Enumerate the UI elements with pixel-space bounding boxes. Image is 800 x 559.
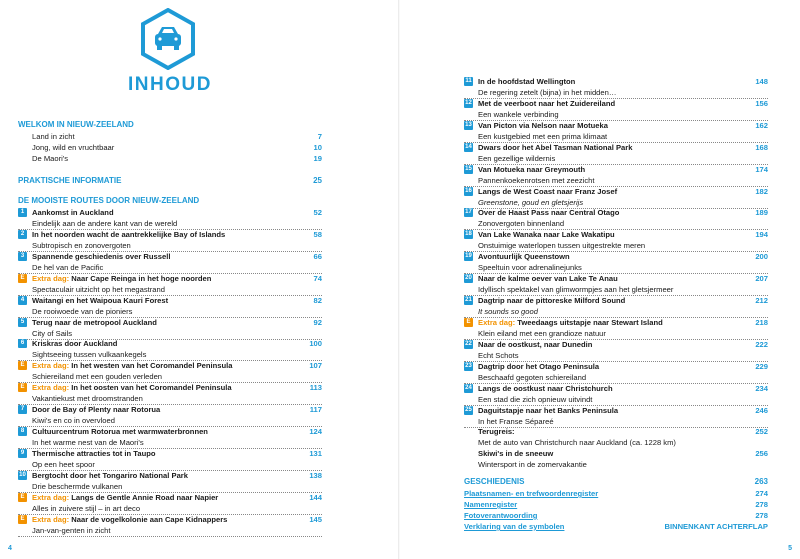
page-ref: 162 xyxy=(755,120,768,130)
route-entry[interactable] xyxy=(464,273,768,284)
route-subtitle: Jan-van-genten in zicht xyxy=(32,525,111,535)
page-ref: 234 xyxy=(755,383,768,393)
page-ref: 246 xyxy=(755,405,768,415)
page-ref: 200 xyxy=(755,252,768,262)
route-number-badge: 11 xyxy=(465,78,472,84)
route-subtitle: In het Franse Sépareé xyxy=(478,416,554,426)
route-title-text: Avontuurlijk Queenstown xyxy=(478,252,570,262)
page-ref: 144 xyxy=(309,492,322,502)
page-ref: 92 xyxy=(313,317,322,327)
right-page xyxy=(400,0,800,559)
route-number-badge: 19 xyxy=(465,253,472,260)
route-title-text: Waitangi en het Waipoua Kauri Forest xyxy=(32,295,169,305)
route-entry[interactable] xyxy=(464,339,768,350)
route-subtitle: Een stad die zich opnieuw uitvindt xyxy=(478,394,593,404)
page-ref: 229 xyxy=(755,361,768,371)
page-ref: 52 xyxy=(313,208,322,217)
route-number-badge: 5 xyxy=(18,318,27,327)
route-title-text: Naar de oostkust, naar Dunedin xyxy=(478,339,593,349)
route-title xyxy=(478,229,615,240)
extra-day-label: Extra dag: xyxy=(32,514,70,524)
entry-title: Plaatsnamen- en trefwoordenregister xyxy=(464,489,599,498)
route-entry[interactable] xyxy=(18,360,322,371)
extra-day-label: Extra dag: xyxy=(32,361,70,371)
route-title xyxy=(32,251,170,262)
extra-day-badge: E xyxy=(18,274,27,283)
route-entry[interactable] xyxy=(18,514,322,525)
extra-day-badge: E xyxy=(464,318,473,327)
route-number-badge: 15 xyxy=(465,165,472,172)
route-title xyxy=(32,404,160,415)
page-ref: 189 xyxy=(755,208,768,218)
route-title-text: Spannende geschiedenis over Russell xyxy=(32,251,171,261)
route-subtitle: Op een heet spoor xyxy=(32,459,95,469)
route-entry[interactable] xyxy=(464,164,768,175)
route-entry[interactable] xyxy=(464,207,768,218)
route-title-text: Dagtrip door het Otago Peninsula xyxy=(478,361,600,371)
route-entry[interactable] xyxy=(18,273,322,284)
route-title xyxy=(32,317,157,328)
route-title-text: Over de Haast Pass naar Central Otago xyxy=(478,208,620,218)
section-routes xyxy=(18,196,322,205)
route-number-badge: 2 xyxy=(18,230,27,239)
route-title-text: Met de veerboot naar het Zuidereiland xyxy=(478,98,616,108)
route-number-badge: 12 xyxy=(465,99,472,106)
route-title xyxy=(478,98,615,109)
route-title xyxy=(478,295,625,306)
route-title-text: In de hoofdstad Wellington xyxy=(478,77,576,86)
route-subtitle: Zonovergoten binnenland xyxy=(478,219,565,229)
route-subtitle: Een wankele verbinding xyxy=(478,109,559,119)
route-number-badge: 17 xyxy=(465,209,472,216)
route-title xyxy=(478,383,613,394)
entry-title: Skiwi's in de sneeuw xyxy=(478,449,554,458)
page-ref: 278 xyxy=(755,500,768,509)
page-ref: 256 xyxy=(755,449,768,458)
route-entry[interactable] xyxy=(18,229,322,240)
route-title-text: Tweedaags uitstapje naar Stewart Island xyxy=(517,317,663,327)
entry-title: De Maori's xyxy=(32,154,69,163)
toc-entry[interactable] xyxy=(478,448,768,459)
route-title xyxy=(478,164,585,175)
route-entry[interactable] xyxy=(464,229,768,240)
route-entry[interactable] xyxy=(464,120,768,131)
extra-day-label: Extra dag: xyxy=(478,317,516,327)
route-title xyxy=(478,120,608,131)
page-ref: 263 xyxy=(754,477,768,486)
route-title xyxy=(32,360,232,371)
route-title xyxy=(32,229,225,240)
route-subtitle: Een kustgebied met een prima klimaat xyxy=(478,131,608,141)
entry-title: Terugreis: xyxy=(478,427,515,436)
page-ref: 138 xyxy=(309,470,322,480)
route-subtitle: Onstuimige waterlopen tussen uitgestrekte meren xyxy=(478,241,646,251)
page-ref: 278 xyxy=(755,511,768,520)
route-title xyxy=(478,405,618,416)
page-ref: 194 xyxy=(755,230,768,240)
extra-day-badge: E xyxy=(18,383,27,392)
page-ref: 107 xyxy=(309,361,322,371)
entry-title: Jong, wild en vruchtbaar xyxy=(32,143,115,152)
route-title-text: Aankomst in Auckland xyxy=(32,208,114,217)
route-entry[interactable] xyxy=(464,383,768,394)
route-number-badge: 8 xyxy=(18,427,27,436)
extra-day-badge: E xyxy=(18,361,27,370)
route-number-badge: 24 xyxy=(465,384,472,391)
route-title xyxy=(32,514,227,525)
route-entry[interactable] xyxy=(18,295,322,306)
route-subtitle: Spectaculair uitzicht op het megastrand xyxy=(32,284,165,294)
route-title-text: Kriskras door Auckland xyxy=(32,339,118,349)
entry-subtitle: Wintersport in de zomervakantie xyxy=(478,460,587,469)
route-number-badge: 20 xyxy=(465,275,472,282)
route-title-text: In het oosten van het Coromandel Peninsula xyxy=(71,383,232,393)
route-number-badge: 3 xyxy=(18,252,27,261)
route-title xyxy=(478,251,570,262)
route-title xyxy=(32,207,114,218)
route-title-text: Langs de oostkust naar Christchurch xyxy=(478,383,613,393)
page-ref: 182 xyxy=(755,186,768,196)
route-subtitle: Kiwi's en co in overvloed xyxy=(32,416,115,426)
route-entry[interactable] xyxy=(464,361,768,372)
page-ref: 19 xyxy=(313,154,322,163)
route-entry[interactable] xyxy=(464,317,768,328)
toc-entry[interactable] xyxy=(32,131,322,142)
route-title-text: Van Picton via Nelson naar Motueka xyxy=(478,120,608,130)
route-entry[interactable] xyxy=(464,186,768,197)
entry-title: Namenregister xyxy=(464,500,518,509)
route-title xyxy=(32,338,117,349)
route-title xyxy=(32,382,232,393)
route-title xyxy=(32,492,218,503)
extra-day-label: Extra dag: xyxy=(32,383,70,393)
route-entry[interactable] xyxy=(18,251,322,262)
route-number-badge: 9 xyxy=(18,449,27,458)
route-title xyxy=(32,273,211,284)
route-number-badge: 6 xyxy=(18,339,27,348)
route-subtitle: Beschaafd gegoten schiereiland xyxy=(478,372,587,382)
page-ref: 117 xyxy=(309,405,322,415)
entry-title: Land in zicht xyxy=(32,132,75,141)
entry-title: Verklaring van de symbolen xyxy=(464,522,565,531)
route-title-text: Langs de West Coast naar Franz Josef xyxy=(478,186,618,196)
route-title xyxy=(478,317,663,328)
route-subtitle: Vakantiekust met droomstranden xyxy=(32,394,143,404)
route-entry[interactable] xyxy=(18,338,322,349)
page-ref: 25 xyxy=(313,176,322,185)
route-subtitle: City of Sails xyxy=(32,328,73,338)
route-number-badge: 1 xyxy=(18,208,27,217)
section-label: GESCHIEDENIS xyxy=(464,477,525,486)
page-ref: 10 xyxy=(313,143,322,152)
page-ref: 124 xyxy=(309,427,322,436)
route-subtitle: Drie beschermde vulkanen xyxy=(32,481,123,491)
route-title-text: Dwars door het Abel Tasman National Park xyxy=(478,142,633,152)
route-subtitle: De hel van de Pacific xyxy=(32,262,104,272)
page-number-right: 5 xyxy=(788,545,792,552)
route-entry[interactable] xyxy=(464,251,768,262)
route-entry[interactable] xyxy=(18,207,322,218)
route-title-text: Thermische attracties tot in Taupo xyxy=(32,448,156,458)
route-entry[interactable] xyxy=(464,405,768,416)
route-title xyxy=(32,295,168,306)
route-title-text: Dagtrip naar de pittoreske Milford Sound xyxy=(478,296,626,305)
route-entry[interactable] xyxy=(464,98,768,109)
route-number-badge: 18 xyxy=(465,231,472,238)
route-title-text: Door de Bay of Plenty naar Rotorua xyxy=(32,405,161,415)
route-subtitle: De rooiwoede van de pioniers xyxy=(32,306,133,316)
route-title-text: Cultuurcentrum Rotorua met warmwaterbronnen xyxy=(32,427,208,436)
route-title xyxy=(478,76,575,87)
section-label: PRAKTISCHE INFORMATIE xyxy=(18,176,122,185)
route-subtitle: Een gezellige wildernis xyxy=(478,153,556,163)
route-number-badge: 13 xyxy=(465,121,472,128)
route-title-text: In het noorden wacht de aantrekkelijke Bay of Islands xyxy=(32,229,226,239)
page-ref: 148 xyxy=(755,77,768,86)
page-ref: 222 xyxy=(755,339,768,349)
route-title xyxy=(478,186,617,197)
route-subtitle: Eindelijk aan de andere kant van de wereld xyxy=(32,219,178,228)
page-ref: 100 xyxy=(309,339,322,349)
page-ref: 156 xyxy=(755,98,768,108)
route-subtitle: Echt Schots xyxy=(478,350,519,360)
route-title xyxy=(478,142,632,153)
toc-entry[interactable] xyxy=(32,142,322,153)
route-subtitle: Klein eiland met een grandioze natuur xyxy=(478,328,606,338)
section-label: DE MOOISTE ROUTES DOOR NIEUW-ZEELAND xyxy=(18,196,200,205)
route-number-badge: 7 xyxy=(18,405,27,414)
route-title-text: Naar de kalme oever van Lake Te Anau xyxy=(478,274,618,284)
extra-day-label: Extra dag: xyxy=(32,492,70,502)
toc-entry[interactable] xyxy=(478,426,768,437)
page-ref: 113 xyxy=(309,383,322,393)
route-title-text: Van Lake Wanaka naar Lake Wakatipu xyxy=(478,230,615,240)
entry-title: Fotoverantwoording xyxy=(464,511,538,520)
section-history[interactable] xyxy=(464,477,768,486)
route-entry[interactable] xyxy=(464,76,768,87)
divider xyxy=(18,536,322,537)
backmatter-entry[interactable] xyxy=(464,510,768,521)
page-ref: 168 xyxy=(755,142,768,152)
backmatter-entry[interactable] xyxy=(464,521,768,532)
route-title-text: Van Motueka naar Greymouth xyxy=(478,164,586,174)
route-number-badge: 14 xyxy=(465,143,472,150)
route-subtitle: Sightseeing tussen vulkaankegels xyxy=(32,350,147,360)
page-ref: 212 xyxy=(755,296,768,305)
route-subtitle: Speeltuin voor adrenalinejunks xyxy=(478,263,582,273)
route-subtitle: De regering zetelt (bijna) in het midden… xyxy=(478,88,617,97)
page-ref: 74 xyxy=(313,273,322,283)
route-subtitle: Subtropisch en zonovergoten xyxy=(32,240,131,250)
section-practical[interactable] xyxy=(18,176,322,185)
page-ref: 207 xyxy=(755,274,768,284)
route-title xyxy=(32,448,156,459)
route-subtitle: It sounds so good xyxy=(478,307,538,316)
route-title-text: In het westen van het Coromandel Peninsula xyxy=(71,361,233,371)
route-title-text: Naar de vogelkolonie aan Cape Kidnappers xyxy=(71,514,228,524)
page-ref: 274 xyxy=(755,489,768,498)
route-title xyxy=(478,207,619,218)
page-ref: 58 xyxy=(313,229,322,239)
route-title-text: Terug naar de metropool Auckland xyxy=(32,317,157,327)
route-title xyxy=(478,361,599,372)
route-subtitle: Schiereiland met een gouden verleden xyxy=(32,372,163,382)
section-label: WELKOM IN NIEUW-ZEELAND xyxy=(18,120,134,129)
page-title: INHOUD xyxy=(128,74,212,95)
route-title xyxy=(478,273,618,284)
page-ref: 252 xyxy=(755,427,768,436)
page-ref: 7 xyxy=(317,132,322,141)
route-number-badge: 23 xyxy=(465,362,472,369)
extra-day-badge: E xyxy=(18,515,27,524)
route-number-badge: 22 xyxy=(465,340,472,347)
backmatter-entry[interactable] xyxy=(464,488,768,499)
route-number-badge: 21 xyxy=(465,297,472,303)
route-entry[interactable] xyxy=(18,470,322,481)
route-subtitle: Alles in zuivere stijl – in art deco xyxy=(32,503,141,513)
entry-subtitle: Met de auto van Christchurch naar Auckland (ca. 1228 km) xyxy=(478,438,676,447)
car-icon xyxy=(141,8,195,70)
route-title xyxy=(478,339,592,350)
section-welcome[interactable] xyxy=(18,120,322,129)
route-entry[interactable] xyxy=(18,317,322,328)
route-entry[interactable] xyxy=(464,142,768,153)
page-ref: 131 xyxy=(309,448,322,458)
backmatter-entry[interactable] xyxy=(464,499,768,510)
route-title-text: Langs de Gentle Annie Road naar Napier xyxy=(71,492,219,502)
route-subtitle: Idyllisch spektakel van glimwormpjes aan het gletsjermeer xyxy=(478,285,674,295)
toc-entry[interactable] xyxy=(32,153,322,164)
route-entry[interactable] xyxy=(18,448,322,459)
page-ref: 145 xyxy=(309,514,322,524)
route-title xyxy=(32,470,188,481)
route-entry[interactable] xyxy=(18,426,322,437)
page-ref: 82 xyxy=(313,295,322,305)
route-entry[interactable] xyxy=(18,404,322,415)
route-title-text: Bergtocht door het Tongariro National Park xyxy=(32,470,188,480)
page-number-left: 4 xyxy=(8,545,12,552)
route-number-badge: 10 xyxy=(19,471,26,478)
extra-day-badge: E xyxy=(18,493,27,502)
route-subtitle: Pannenkoekenrotsen met zeezicht xyxy=(478,175,595,185)
route-subtitle: Greenstone, goud en gletsjerijs xyxy=(478,197,584,207)
extra-day-label: Extra dag: xyxy=(32,273,70,283)
route-title xyxy=(32,426,208,437)
route-subtitle: In het warme nest van de Maori's xyxy=(32,438,144,447)
page-ref: 174 xyxy=(755,164,768,174)
page-ref: 218 xyxy=(755,317,768,327)
route-number-badge: 25 xyxy=(465,406,472,413)
route-entry[interactable] xyxy=(18,382,322,393)
route-entry[interactable] xyxy=(18,492,322,503)
route-title-text: Daguitstapje naar het Banks Peninsula xyxy=(478,405,619,415)
route-number-badge: 16 xyxy=(465,187,472,194)
route-title-text: Naar Cape Reinga in het hoge noorden xyxy=(71,273,212,283)
page-ref: 66 xyxy=(313,251,322,261)
route-entry[interactable] xyxy=(464,295,768,306)
page-ref: BINNENKANT ACHTERFLAP xyxy=(664,522,768,531)
route-number-badge: 4 xyxy=(18,296,27,305)
